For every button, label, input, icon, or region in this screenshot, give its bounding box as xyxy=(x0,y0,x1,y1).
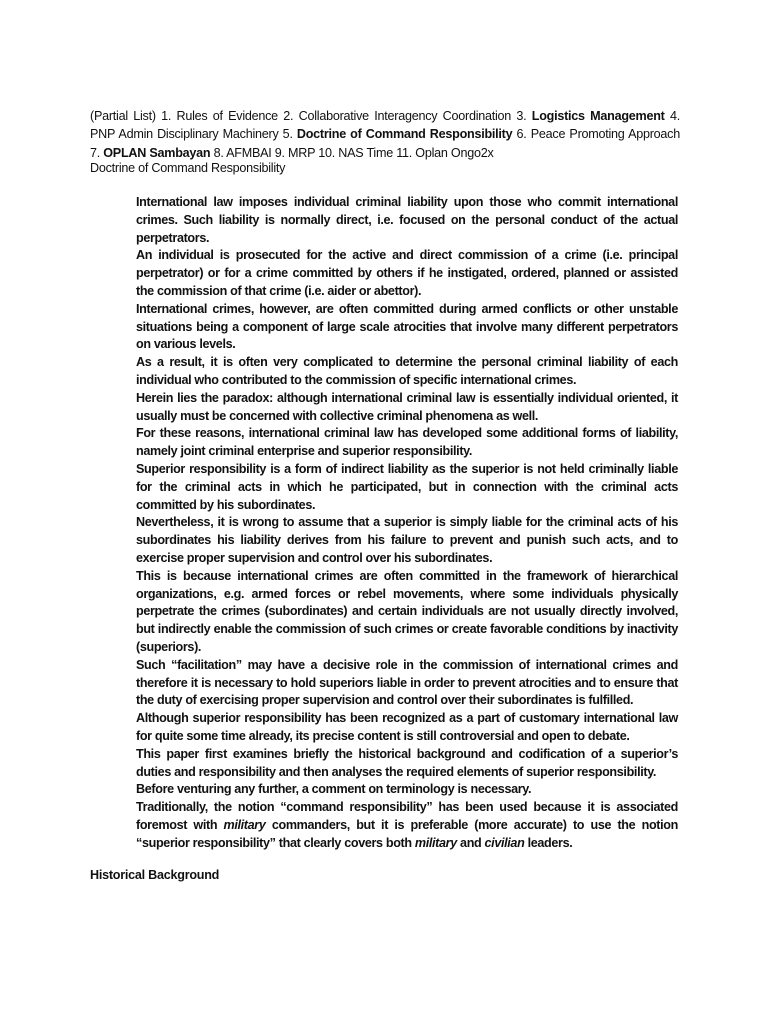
intro-bold-2: Doctrine of Command Responsibility xyxy=(296,127,513,142)
bullet-item xyxy=(136,461,678,514)
bullet-text: Although superior responsibility has been recognized as a part of customary international law for quite some time already, its precise content is still controversial and open to debate. xyxy=(136,711,678,743)
bullet-item xyxy=(136,799,678,852)
intro-bold-3: OPLAN Sambayan xyxy=(103,145,211,160)
bullet-text: This is because international crimes are often committed in the framework of hierarchical organizations, e.g. armed forces or rebel movements, where some individuals physically perpetrate the crimes (subordinates) and certain individuals are not usually directly involved, but indirectly enable the commission of such crimes or create favorable conditions by inactivity (superiors). xyxy=(136,568,678,654)
intro-text-2: 4. PNP Admin Disciplinary Machinery 5. xyxy=(90,108,680,142)
bullet-text: Such “facilitation” may have a decisive role in the commission of international crimes and therefore it is necessary to hold superiors liable in order to prevent atrocities and to ensure that the duty of exercising proper supervision and control over their subordinates is fulfilled. xyxy=(136,657,678,708)
bullet-list xyxy=(136,194,678,852)
bullet-italic: civilian xyxy=(484,835,525,850)
intro-text-3: 6. Peace Promoting Approach 7. xyxy=(90,127,680,160)
bullet-item xyxy=(136,746,678,782)
bullet-text: International law imposes individual criminal liability upon those who commit international crimes. Such liability is normally direct, i.e. focused on the personal conduct of the actual perpetrators. xyxy=(136,195,678,245)
bullet-text: An individual is prosecuted for the active and direct commission of a crime (i.e. principal perpetrator) or for a crime committed by others if he instigated, ordered, planned or assisted the commission of that crime (i.e. aider or abettor). xyxy=(136,248,678,298)
bullet-text: This paper first examines briefly the historical background and codification of a superior’s duties and responsibility and then analyses the required elements of superior responsibility. xyxy=(136,746,678,779)
bullet-item xyxy=(136,568,678,657)
bullet-text-part: and xyxy=(456,835,485,850)
intro-bold-1: Logistics Management xyxy=(531,108,665,123)
bullet-text-part: leaders. xyxy=(524,835,573,850)
bullet-item xyxy=(136,425,678,461)
bullet-item xyxy=(136,514,678,567)
intro-text-1: (Partial List) 1. Rules of Evidence 2. Collaborative Interagency Coordination 3. xyxy=(90,108,532,123)
historical-background-heading: Historical Background xyxy=(90,868,220,882)
bullet-text: For these reasons, international criminal law has developed some additional forms of liability, namely joint criminal enterprise and superior responsibility. xyxy=(136,426,678,459)
bullet-text-part: Traditionally, the notion “command responsibility” has been used because it is associated foremost with xyxy=(136,800,678,832)
bullet-text: Superior responsibility is a form of indirect liability as the superior is not held criminally liable for the criminal acts in which he participated, but in connection with the criminal acts committed by his subordinates. xyxy=(136,461,678,512)
bullet-item xyxy=(136,657,678,710)
bullet-text-part: commanders, but it is preferable (more accurate) to use the notion “superior responsibility” that clearly covers both xyxy=(136,817,678,850)
bullet-item xyxy=(136,710,678,746)
section-heading: Doctrine of Command Responsibility xyxy=(90,161,286,175)
bullet-text: Before venturing any further, a comment on terminology is necessary. xyxy=(136,782,532,797)
bullet-item xyxy=(136,194,678,247)
bullet-text: International crimes, however, are often committed during armed conflicts or other unstable situations being a component of large scale atrocities that involve many different perpetrators on various levels. xyxy=(136,301,678,352)
bullet-item xyxy=(136,781,678,799)
intro-text-4: 8. AFMBAI 9. MRP 10. NAS Time 11. Oplan Ongo2x xyxy=(210,145,494,160)
bullet-italic: military xyxy=(414,835,457,850)
bullet-item xyxy=(136,247,678,300)
bullet-item xyxy=(136,301,678,354)
partial-list-paragraph xyxy=(90,107,680,163)
bullet-italic: military xyxy=(223,817,266,832)
bullet-text: As a result, it is often very complicated to determine the personal criminal liability of each individual who contributed to the commission of specific international crimes. xyxy=(136,355,678,387)
bullet-text: Herein lies the paradox: although international criminal law is essentially individual oriented, it usually must be concerned with collective criminal phenomena as well. xyxy=(136,390,678,423)
bullet-text: Nevertheless, it is wrong to assume that a superior is simply liable for the criminal acts of his subordinates his liability derives from his failure to prevent and punish such acts, and to exercise proper supervision and control over his subordinates. xyxy=(136,515,678,565)
bullet-item xyxy=(136,390,678,426)
bullet-item xyxy=(136,354,678,390)
